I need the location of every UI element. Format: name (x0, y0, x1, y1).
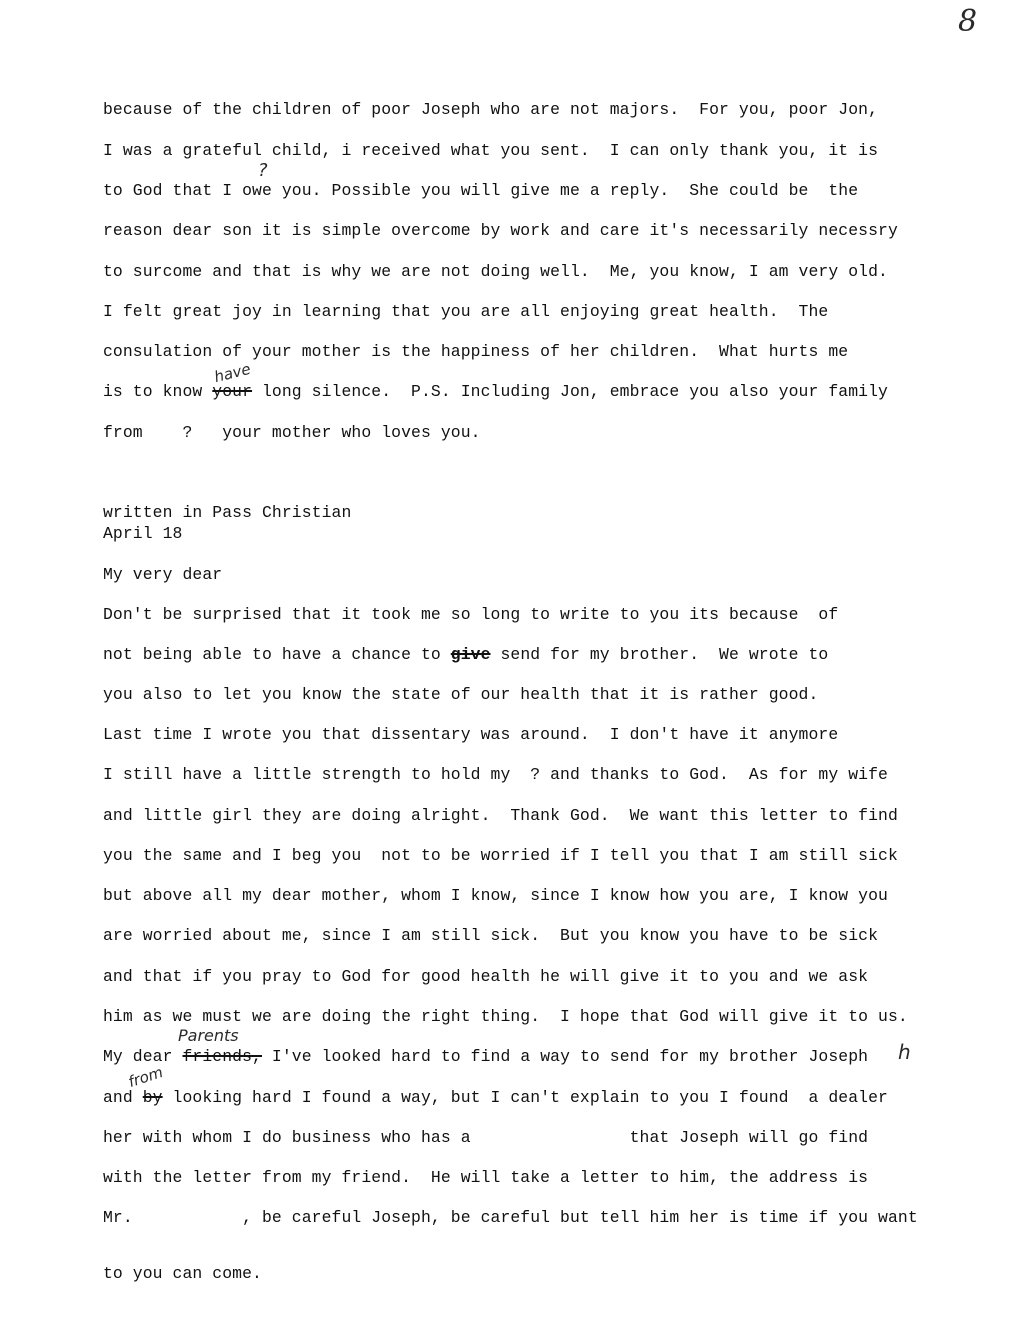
text-line: reason dear son it is simple overcome by work and care it's necessarily necessry (103, 221, 898, 240)
struck-word: your (212, 382, 253, 401)
text-line: from ? your mother who loves you. (103, 423, 481, 442)
text-line: you the same and I beg you not to be worried if I tell you that I am still sick (103, 846, 898, 865)
handwritten-have: have (212, 359, 253, 387)
text-line: I still have a little strength to hold my ? and thanks to God. As for my wife (103, 765, 888, 784)
page-number: 8 (958, 4, 978, 39)
text-segment: long silence. P.S. Including Jon, embrace you also your family (252, 382, 888, 401)
text-line: because of the children of poor Joseph who are not majors. For you, poor Jon, (103, 100, 879, 119)
letter-date: April 18 (103, 524, 183, 543)
text-line: and that if you pray to God for good health he will give it to you and we ask (103, 967, 869, 986)
handwritten-from: from (126, 1062, 166, 1092)
text-line: and little girl they are doing alright. Thank God. We want this letter to find (103, 806, 898, 825)
letter-place: written in Pass Christian (103, 503, 352, 522)
text-line: is to know your long silence. P.S. Including Jon, embrace you also your family (103, 382, 888, 401)
text-segment: Possible you will give me a reply. She could be the (331, 181, 859, 200)
text-line: and by looking hard I found a way, but I can't explain to you I found a dealer (103, 1088, 888, 1107)
salutation: My very dear (103, 565, 223, 584)
text-line: Don't be surprised that it took me so long to write to you its because of (103, 605, 839, 624)
text-segment: I've looked hard to find a way to send for my brother Joseph (262, 1047, 869, 1066)
text-line: consulation of your mother is the happiness of her children. What hurts me (103, 342, 849, 361)
text-line: My dear friends, I've looked hard to find a way to send for my brother Joseph (103, 1047, 869, 1066)
struck-word: by (142, 1088, 163, 1107)
text-line: are worried about me, since I am still sick. But you know you have to be sick (103, 926, 879, 945)
handwritten-question-mark: ? (258, 160, 268, 181)
text-line: with the letter from my friend. He will take a letter to him, the address is (103, 1168, 869, 1187)
text-line: him as we must we are doing the right thing. I hope that God will give it to us. (103, 1007, 908, 1026)
text-segment: looking hard I found a way, but I can't explain to you I found a dealer (162, 1088, 888, 1107)
text-segment: send for my brother. We wrote to (490, 645, 829, 664)
text-line: but above all my dear mother, whom I know, since I know how you are, I know you (103, 886, 888, 905)
text-line: to God that I owe you. Possible you will give me a reply. She could be the (103, 181, 859, 200)
text-line: Mr. , be careful Joseph, be careful but tell him her is time if you want (103, 1208, 918, 1227)
text-line: Last time I wrote you that dissentary was around. I don't have it anymore (103, 725, 839, 744)
text-line: not being able to have a chance to give send for my brother. We wrote to (103, 645, 829, 664)
text-line: you also to let you know the state of our health that it is rather good. (103, 685, 819, 704)
closing-line: to you can come. (103, 1264, 262, 1283)
text-line: her with whom I do business who has a that Joseph will go find (103, 1128, 869, 1147)
struck-word: friends, (182, 1047, 262, 1066)
text-line: I was a grateful child, i received what you sent. I can only thank you, it is (103, 141, 879, 160)
handwritten-h: h (898, 1040, 911, 1064)
text-line: to surcome and that is why we are not doing well. Me, you know, I am very old. (103, 262, 888, 281)
text-line: I felt great joy in learning that you are all enjoying great health. The (103, 302, 829, 321)
handwritten-parents: Parents (178, 1026, 239, 1045)
struck-word: give (450, 645, 491, 664)
